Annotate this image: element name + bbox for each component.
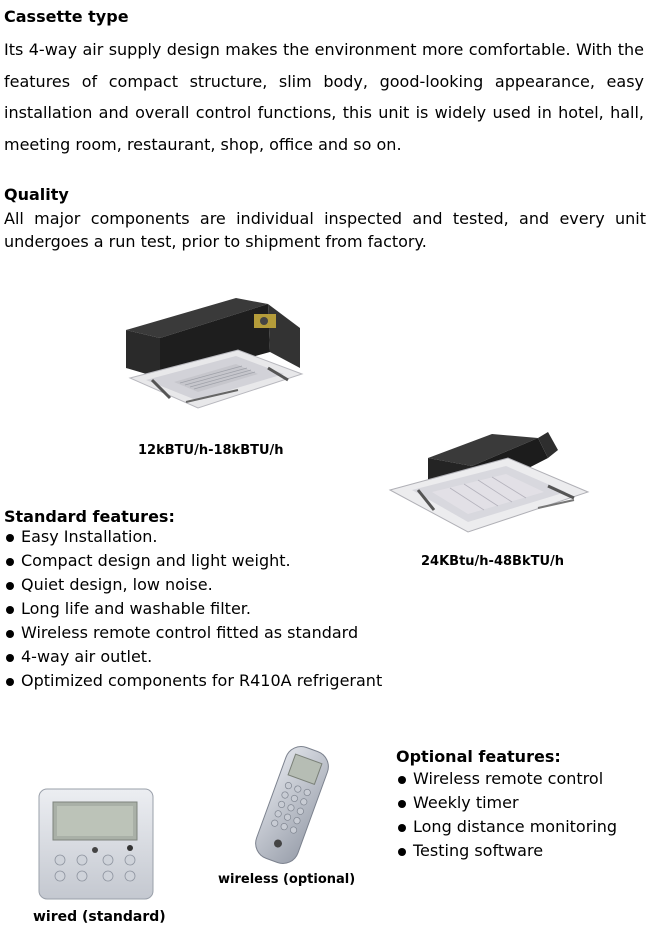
list-item: 4-way air outlet. — [4, 645, 382, 669]
list-item: Long life and washable filter. — [4, 597, 382, 621]
list-item: Testing software — [396, 839, 617, 863]
list-item: Weekly timer — [396, 791, 617, 815]
list-item: Optimized components for R410A refrigerant — [4, 669, 382, 693]
cassette-title: Cassette type — [4, 7, 129, 26]
list-item: Compact design and light weight. — [4, 549, 382, 573]
quality-title: Quality — [4, 185, 69, 204]
list-item: Easy Installation. — [4, 525, 382, 549]
optional-features-title: Optional features: — [396, 747, 561, 766]
small-unit-caption: 12kBTU/h-18kBTU/h — [138, 443, 284, 458]
list-item: Wireless remote control fitted as standard — [4, 621, 382, 645]
wireless-remote-caption: wireless (optional) — [218, 872, 356, 887]
standard-features-list — [4, 525, 382, 693]
wired-controller-image — [38, 788, 154, 900]
wireless-remote-image — [240, 742, 344, 868]
standard-features-title: Standard features: — [4, 507, 175, 526]
quality-description: All major components are individual inspected and tested, and every unit undergoes a run test, prior to shipment from factory. — [4, 209, 646, 251]
list-item: Quiet design, low noise. — [4, 573, 382, 597]
optional-features-list — [396, 767, 617, 863]
list-item: Wireless remote control — [396, 767, 617, 791]
list-item: Long distance monitoring — [396, 815, 617, 839]
cassette-description: Its 4-way air supply design makes the environment more comfortable. With the features of compact structure, slim body, good-looking appearance, easy installation and overall control functions, this unit is widely used in hotel, hall, meeting room, restaurant, shop, office and so on. — [4, 40, 644, 154]
large-unit-caption: 24KBtu/h-48BkTU/h — [421, 554, 565, 569]
wired-controller-caption: wired (standard) — [33, 909, 166, 925]
cassette-unit-small-image — [118, 290, 308, 420]
cassette-unit-large-image — [388, 428, 590, 540]
